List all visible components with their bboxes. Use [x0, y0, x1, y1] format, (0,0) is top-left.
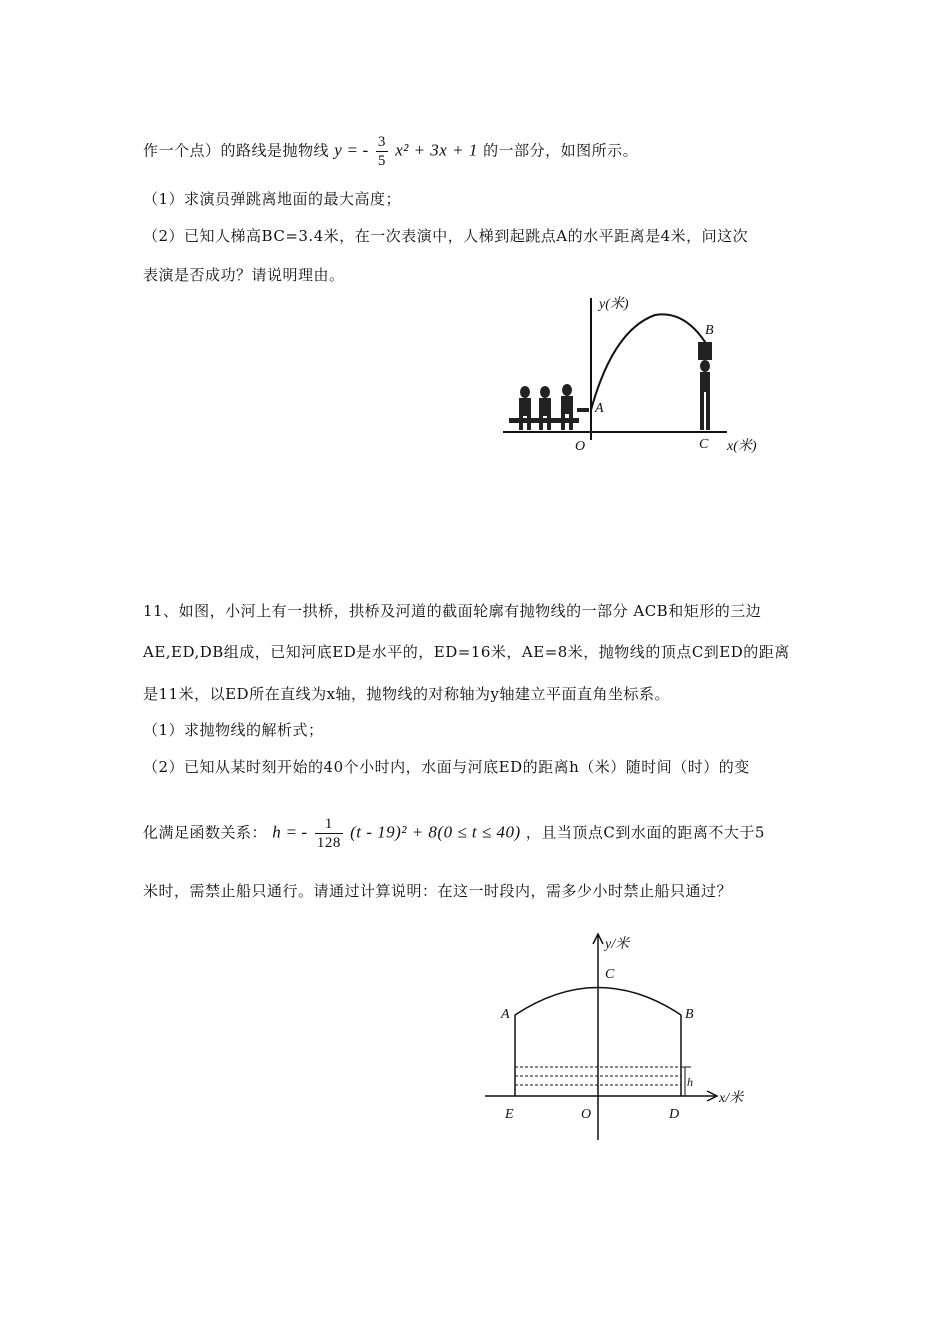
text-segment: 的一部分，如图所示。 — [483, 141, 639, 160]
problem11-question2-line1: （2）已知从某时刻开始的40个小时内，水面与河底ED的距离h（米）随时间（时）的变 — [143, 758, 750, 776]
formula-variable: y — [334, 140, 343, 160]
problem11-line3: 是11米，以ED所在直线为x轴，抛物线的对称轴为y轴建立平面直角坐标系。 — [143, 685, 670, 703]
fraction-denominator: 5 — [377, 153, 386, 169]
x-axis-label: x(米) — [727, 439, 757, 454]
problem10-question2-line2: 表演是否成功？请说明理由。 — [143, 266, 345, 284]
label-A: A — [595, 401, 604, 416]
performers-figure — [509, 384, 589, 430]
label-C: C — [605, 967, 615, 982]
label-C: C — [699, 437, 709, 452]
formula-operator: = - — [347, 140, 369, 160]
formula-fraction — [315, 815, 343, 852]
formula-variable: h — [272, 822, 282, 842]
formula-fraction — [376, 133, 388, 170]
problem10-question2-line1: （2）已知人梯高BC=3.4米，在一次表演中，人梯到起跳点A的水平距离是4米，问这次 — [143, 227, 749, 245]
parabola-curve — [591, 314, 707, 410]
fraction-denominator: 128 — [316, 835, 341, 851]
formula-expression: x² + 3x + 1 — [395, 140, 478, 160]
y-axis-label: y/米 — [605, 937, 630, 952]
text-segment: 作一个点）的路线是抛物线 — [143, 141, 330, 160]
label-B: B — [705, 323, 714, 338]
figure-trajectory — [495, 290, 780, 460]
figure-bridge — [485, 928, 775, 1148]
text-segment: 化满足函数关系： — [143, 823, 268, 842]
problem11-question2-line2 — [143, 815, 765, 852]
human-ladder-figure — [698, 342, 712, 430]
formula-operator: = - — [286, 822, 308, 842]
problem11-question1: （1）求抛物线的解析式； — [143, 721, 324, 739]
problem10-question1: （1）求演员弹跳离地面的最大高度； — [143, 190, 402, 208]
label-D: D — [669, 1107, 680, 1122]
label-A: A — [501, 1007, 510, 1022]
problem11-line2: AE,ED,DB组成，已知河底ED是水平的，ED=16米，AE=8米，抛物线的顶点C到ED的距离 — [143, 643, 790, 661]
fraction-numerator: 3 — [377, 134, 386, 150]
label-E: E — [505, 1107, 514, 1122]
label-O: O — [581, 1107, 592, 1122]
problem10-line1 — [143, 133, 638, 170]
label-h: h — [687, 1075, 693, 1089]
label-B: B — [685, 1007, 694, 1022]
problem11-line1: 11、如图，小河上有一拱桥，拱桥及河道的截面轮廓有抛物线的一部分 ACB和矩形的三边 — [143, 602, 762, 620]
label-O: O — [575, 439, 586, 454]
x-axis-label: x/米 — [719, 1091, 744, 1106]
fraction-numerator: 1 — [315, 815, 343, 834]
text-segment: ，且当顶点C到水面的距离不大于5 — [525, 823, 765, 842]
formula-expression: (t - 19)² + 8(0 ≤ t ≤ 40) — [350, 822, 521, 842]
problem11-question2-line3: 米时，需禁止船只通行。请通过计算说明：在这一时段内，需多少小时禁止船只通过？ — [143, 882, 733, 900]
y-axis-label: y(米) — [599, 297, 629, 312]
